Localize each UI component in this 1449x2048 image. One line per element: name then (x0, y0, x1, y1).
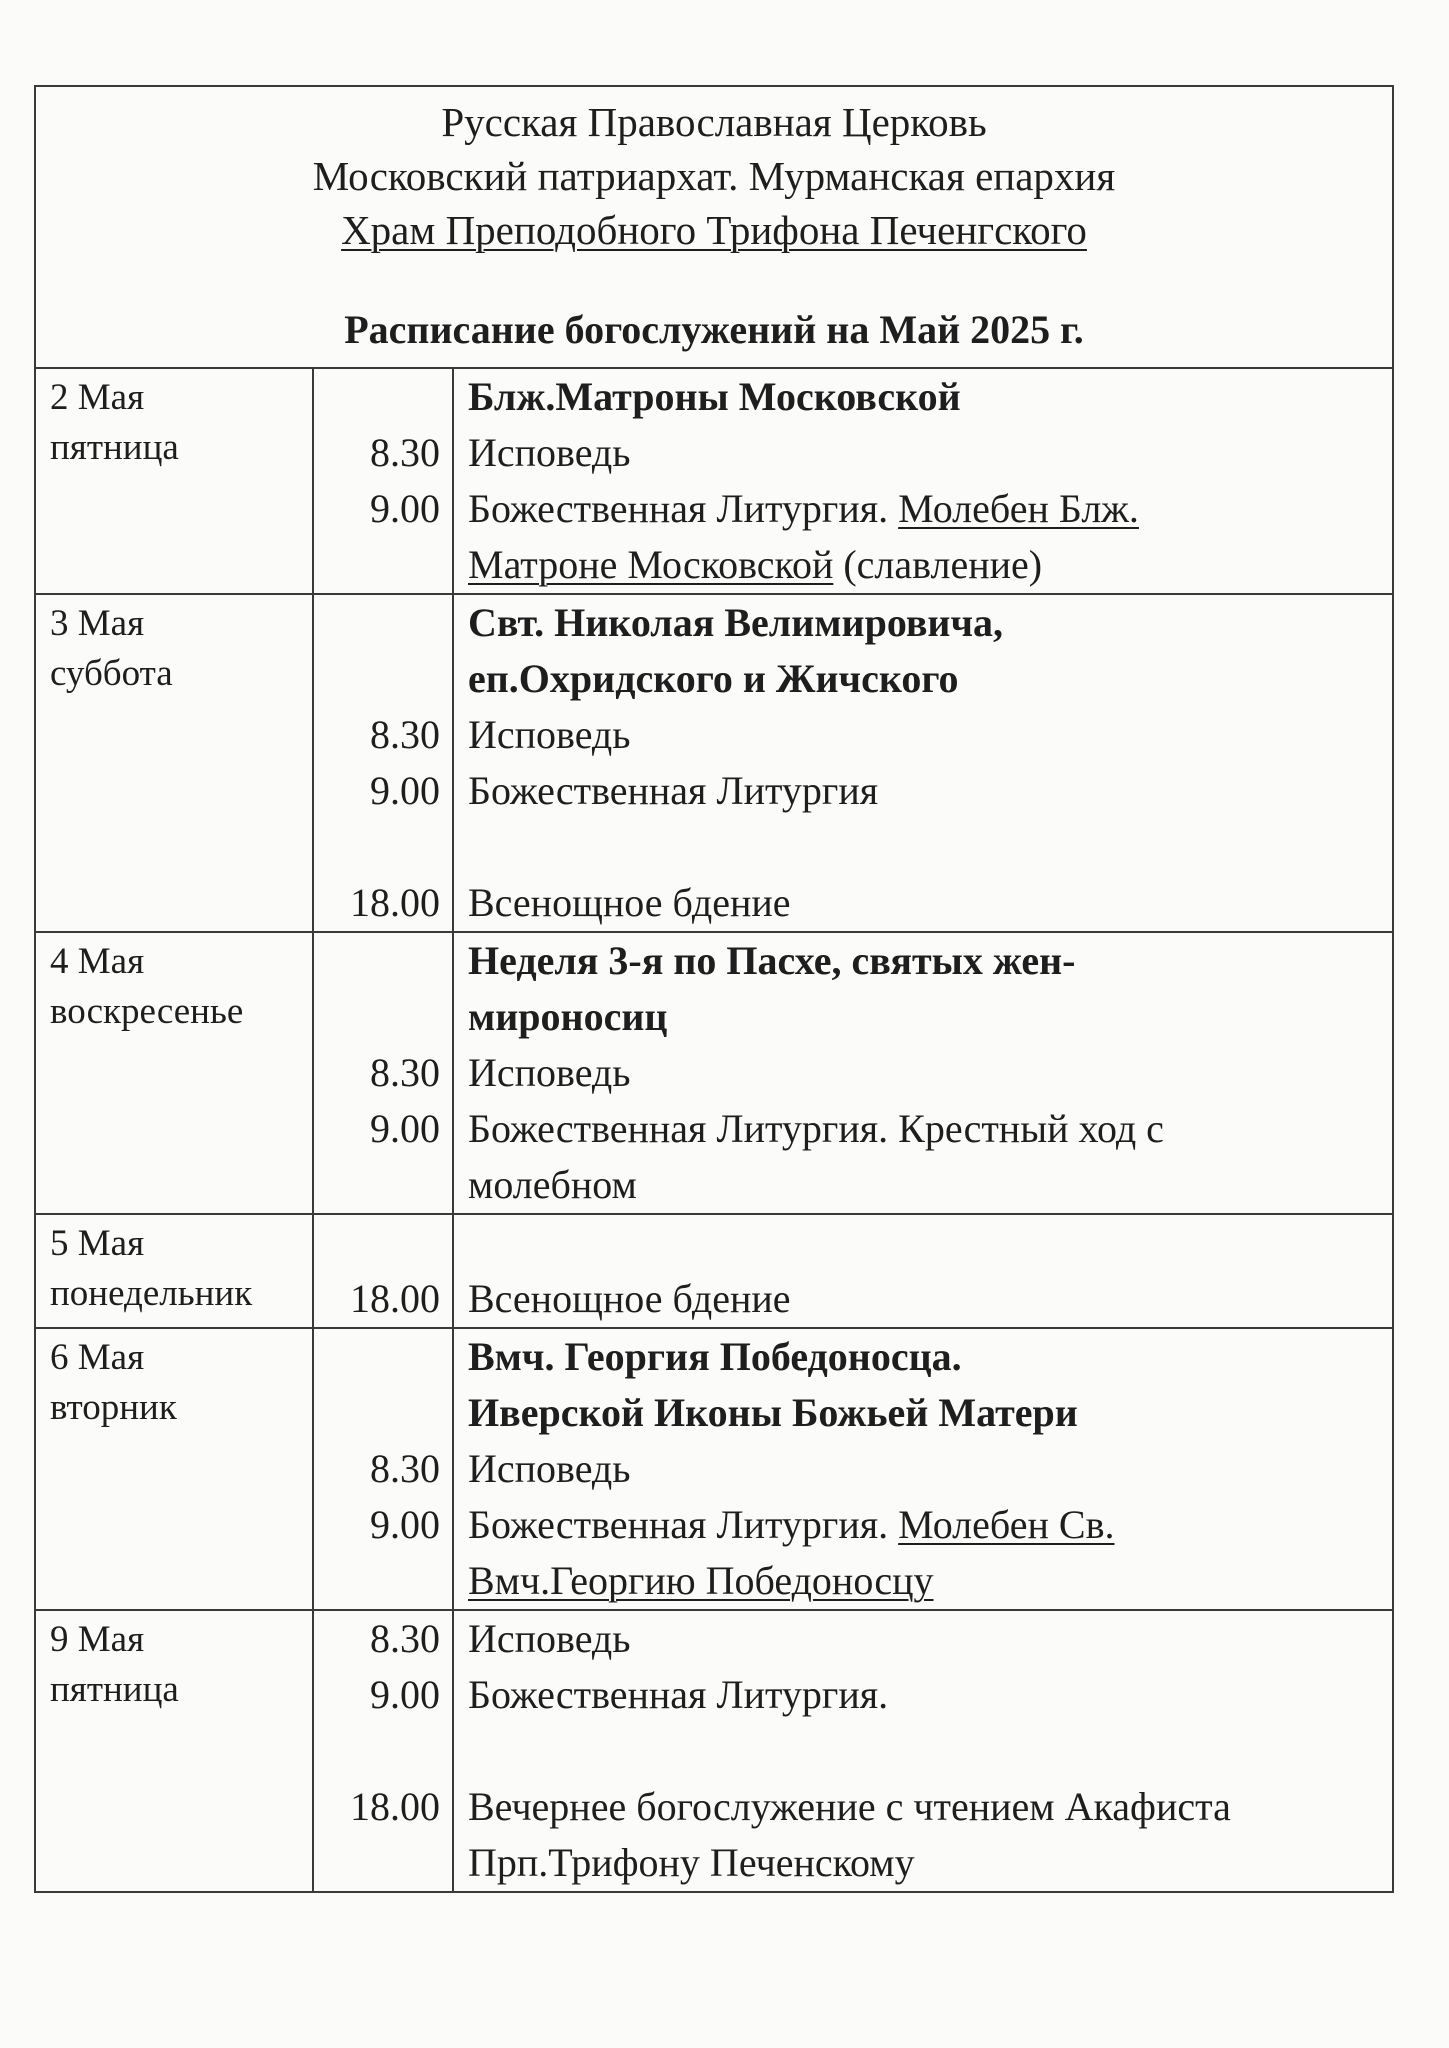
service-cell (453, 1328, 1392, 1610)
service-name (468, 1553, 1384, 1609)
service-time: 9.00 (370, 1106, 440, 1151)
service-time: 8.30 (370, 1446, 440, 1491)
time-cell (313, 1610, 453, 1891)
weekday-label: воскресенье (50, 991, 244, 1032)
service-name (468, 1215, 1384, 1271)
service-text: Неделя 3-я по Пасхе, святых жен- (468, 938, 1076, 983)
service-text: Всенощное бдение (468, 880, 791, 925)
service-text: Вмч. Георгия Победоносца. (468, 1334, 962, 1379)
schedule-row (36, 594, 1392, 932)
schedule-row (36, 1214, 1392, 1328)
date-cell (36, 1328, 313, 1610)
feast-name (468, 1385, 1384, 1441)
service-name (468, 1723, 1384, 1779)
service-time: 8.30 (370, 1616, 440, 1661)
time-cell (313, 932, 453, 1214)
service-time: 9.00 (370, 1672, 440, 1717)
feast-name (468, 369, 1384, 425)
service-time (322, 1157, 440, 1213)
service-cell (453, 369, 1392, 594)
service-time (322, 651, 440, 707)
service-text: Исповедь (468, 1050, 631, 1095)
service-time: 18.00 (350, 1784, 440, 1829)
time-cell (313, 369, 453, 594)
schedule-sheet (34, 85, 1394, 1893)
service-time: 8.30 (370, 430, 440, 475)
service-text: Божественная Литургия (468, 768, 879, 813)
service-time (322, 1723, 440, 1779)
feast-name (468, 595, 1384, 651)
date-label: 5 Мая (50, 1223, 145, 1264)
service-time (322, 933, 440, 989)
service-name (468, 1441, 1384, 1497)
service-time: 8.30 (370, 712, 440, 757)
date-cell (36, 932, 313, 1214)
weekday-label: вторник (50, 1387, 177, 1428)
schedule-row (36, 932, 1392, 1214)
moleben-text: Молебен Св. (898, 1502, 1115, 1547)
service-time (322, 989, 440, 1045)
service-text: Божественная Литургия. (468, 1502, 899, 1547)
service-name (468, 763, 1384, 819)
diocese-name: Московский патриархат. Мурманская епархия (312, 153, 1116, 199)
service-name (468, 1779, 1384, 1835)
time-cell (313, 1214, 453, 1328)
service-time (322, 1329, 440, 1385)
service-name (468, 1271, 1384, 1327)
temple-name: Храм Преподобного Трифона Печенгского (341, 207, 1087, 253)
feast-name (468, 933, 1384, 989)
schedule-title: Расписание богослужений на Май 2025 г. (344, 307, 1084, 352)
service-name (468, 875, 1384, 931)
schedule-table (36, 369, 1392, 1891)
service-time: 8.30 (370, 1050, 440, 1095)
service-name (468, 1101, 1384, 1157)
date-label: 4 Мая (50, 941, 145, 982)
service-time (322, 1553, 440, 1609)
feast-name (468, 989, 1384, 1045)
service-time: 18.00 (350, 1276, 440, 1321)
date-label: 3 Мая (50, 603, 145, 644)
service-name (468, 425, 1384, 481)
time-cell (313, 1328, 453, 1610)
service-name (468, 481, 1384, 537)
service-text: мироносиц (468, 994, 668, 1039)
service-text: Блж.Матроны Московской (468, 374, 961, 419)
schedule-header (36, 87, 1392, 369)
service-note: (славление) (833, 542, 1043, 587)
weekday-label: суббота (50, 653, 173, 694)
service-cell (453, 932, 1392, 1214)
service-text: Божественная Литургия. (468, 1672, 889, 1717)
weekday-label: понедельник (50, 1273, 253, 1314)
weekday-label: пятница (50, 1669, 179, 1710)
service-text: Всенощное бдение (468, 1276, 791, 1321)
service-text: молебном (468, 1162, 637, 1207)
service-name (468, 1497, 1384, 1553)
service-time (322, 819, 440, 875)
moleben-text: Вмч.Георгию Победоносцу (468, 1558, 934, 1603)
date-cell (36, 369, 313, 594)
service-text: Иверской Иконы Божьей Матери (468, 1390, 1078, 1435)
service-time (322, 595, 440, 651)
schedule-row (36, 369, 1392, 594)
service-text: Прп.Трифону Печенскому (468, 1840, 915, 1885)
service-text: Исповедь (468, 1616, 631, 1661)
service-time: 9.00 (370, 768, 440, 813)
time-cell (313, 594, 453, 932)
schedule-row (36, 1610, 1392, 1891)
service-text: Божественная Литургия. Крестный ход с (468, 1106, 1164, 1151)
feast-name (468, 651, 1384, 707)
service-name (468, 707, 1384, 763)
service-name (468, 1835, 1384, 1891)
service-time: 9.00 (370, 486, 440, 531)
service-time (322, 369, 440, 425)
date-cell (36, 1610, 313, 1891)
service-text: Исповедь (468, 1446, 631, 1491)
service-text: Свт. Николая Велимировича, (468, 600, 1004, 645)
service-time: 18.00 (350, 880, 440, 925)
service-time (322, 1835, 440, 1891)
service-cell (453, 1610, 1392, 1891)
church-name: Русская Православная Церковь (441, 99, 987, 145)
service-name (468, 1045, 1384, 1101)
moleben-text: Молебен Блж. (898, 486, 1139, 531)
service-name (468, 1611, 1384, 1667)
service-cell (453, 594, 1392, 932)
weekday-label: пятница (50, 427, 179, 468)
service-time (322, 1385, 440, 1441)
service-name (468, 1157, 1384, 1213)
service-time: 9.00 (370, 1502, 440, 1547)
feast-name (468, 1329, 1384, 1385)
service-text: еп.Охридского и Жичского (468, 656, 959, 701)
service-text: Вечернее богослужение с чтением Акафиста (468, 1784, 1231, 1829)
service-cell (453, 1214, 1392, 1328)
date-cell (36, 1214, 313, 1328)
date-label: 6 Мая (50, 1337, 145, 1378)
service-name (468, 537, 1384, 593)
date-label: 2 Мая (50, 377, 145, 418)
schedule-row (36, 1328, 1392, 1610)
service-name (468, 1667, 1384, 1723)
service-name (468, 819, 1384, 875)
date-label: 9 Мая (50, 1619, 145, 1660)
service-time (322, 1215, 440, 1271)
service-text: Исповедь (468, 712, 631, 757)
service-text: Исповедь (468, 430, 631, 475)
date-cell (36, 594, 313, 932)
moleben-text: Матроне Московской (468, 542, 834, 587)
service-time (322, 537, 440, 593)
service-text: Божественная Литургия. (468, 486, 899, 531)
